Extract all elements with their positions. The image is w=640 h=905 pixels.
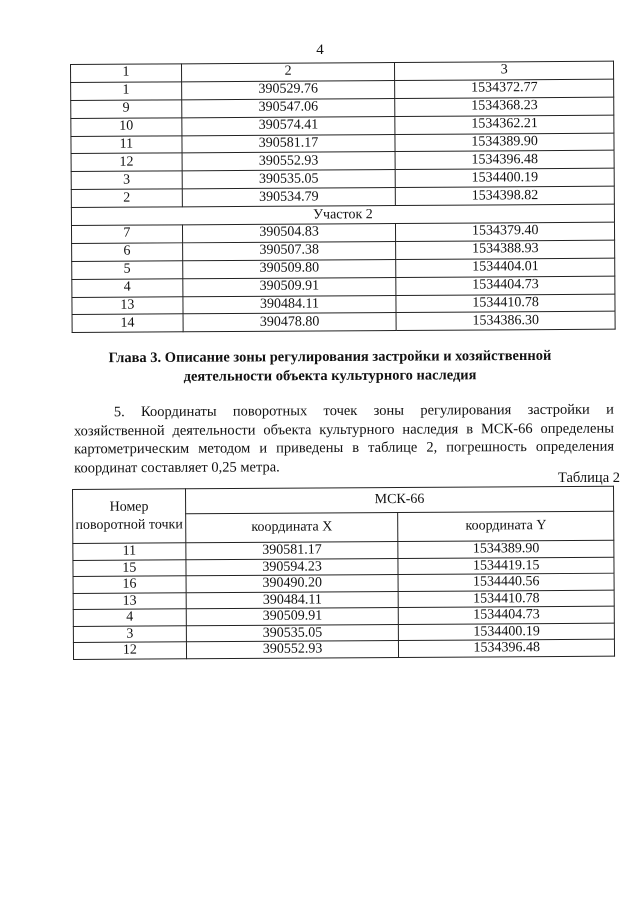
point-number-cell: 3 <box>71 171 182 190</box>
point-number-cell: 5 <box>72 261 183 280</box>
header-coordinate-x: координата X <box>186 513 399 543</box>
coordinate-y-cell: 1534362.21 <box>395 115 614 134</box>
header-point-number: Номер поворотной точки <box>73 489 186 544</box>
point-number-cell: 4 <box>72 279 183 298</box>
coordinate-y-cell: 1534410.78 <box>399 590 615 608</box>
point-number-cell: 4 <box>73 609 186 626</box>
coordinate-x-cell: 390581.17 <box>186 542 399 560</box>
coordinate-y-cell: 1534398.82 <box>396 186 615 205</box>
coordinate-x-cell: 390478.80 <box>183 313 397 332</box>
point-number-cell: 9 <box>71 100 182 119</box>
coordinate-x-cell: 390509.91 <box>186 608 399 626</box>
coordinate-x-cell: 390581.17 <box>182 134 396 153</box>
coordinate-x-cell: 390547.06 <box>181 98 395 117</box>
coordinate-x-cell: 390504.83 <box>182 224 396 243</box>
table-caption: Таблица 2 <box>557 470 620 486</box>
point-number-cell: 12 <box>73 642 186 659</box>
coordinate-y-cell: 1534396.48 <box>399 639 615 657</box>
point-number-cell: 11 <box>73 543 186 560</box>
coordinate-x-cell: 390509.80 <box>182 259 396 278</box>
coordinate-x-cell: 390484.11 <box>183 295 397 314</box>
point-number-cell: 6 <box>72 243 183 262</box>
paragraph <box>74 401 614 478</box>
coordinate-x-cell: 390509.91 <box>183 277 397 296</box>
chapter-heading <box>60 347 600 388</box>
point-number-cell: 1 <box>71 82 182 101</box>
coordinate-y-cell: 1534389.90 <box>398 540 614 558</box>
coordinate-y-cell: 1534388.93 <box>396 240 615 259</box>
coordinate-x-cell: 390534.79 <box>182 188 396 207</box>
coordinate-y-cell: 1534404.73 <box>396 276 615 295</box>
point-number-cell: 3 <box>73 625 186 642</box>
coordinate-y-cell: 1534419.15 <box>398 557 614 575</box>
coordinate-y-cell: 1534410.78 <box>396 294 615 313</box>
coordinate-x-cell: 390535.05 <box>186 624 399 642</box>
point-number-cell: 10 <box>71 117 182 136</box>
coordinates-table-2 <box>72 486 615 660</box>
coordinate-x-cell: 390529.76 <box>181 80 395 99</box>
coordinate-x-cell: 390574.41 <box>182 116 396 135</box>
section-label: Участок 2 <box>71 204 614 225</box>
point-number-cell: 15 <box>73 559 186 576</box>
chapter-heading-line-1: Глава 3. Описание зоны регулирования застройки и хозяйственной <box>108 347 552 367</box>
point-number-cell: 13 <box>73 592 186 609</box>
point-number-cell: 1 <box>71 64 182 83</box>
coordinate-y-cell: 1534386.30 <box>396 312 615 331</box>
point-number-cell: 2 <box>71 189 182 208</box>
point-number-cell: 7 <box>71 225 182 244</box>
point-number-cell: 11 <box>71 135 182 154</box>
coordinate-x-cell: 390490.20 <box>186 575 399 593</box>
coordinate-x-cell: 390507.38 <box>182 241 396 260</box>
page-number: 4 <box>316 42 324 58</box>
point-number-cell: 16 <box>73 576 186 593</box>
coordinate-x-cell: 390552.93 <box>186 641 399 659</box>
table-row <box>73 639 614 659</box>
coordinate-y-cell: 1534396.48 <box>395 151 614 170</box>
header-coordinate-y: координата Y <box>398 511 614 541</box>
coordinate-y-cell: 1534404.01 <box>396 258 615 277</box>
coordinate-y-cell: 3 <box>395 61 614 80</box>
coordinate-y-cell: 1534400.19 <box>396 169 615 188</box>
header-coordinate-system: МСК-66 <box>185 486 613 514</box>
coordinate-x-cell: 390552.93 <box>182 152 396 171</box>
coordinate-x-cell: 390594.23 <box>186 558 399 576</box>
table-row <box>72 312 615 333</box>
coordinate-x-cell: 390484.11 <box>186 591 399 609</box>
paragraph-text: 5. Координаты поворотных точек зоны регулирования застройки и хозяйственной деятельности объекта культурного наследия в МСК-66 определены картометрическим методом и приведены в таблице 2, погрешность определения координат составляет 0,25 метра. <box>73 401 615 476</box>
coordinates-table-1 <box>70 61 616 334</box>
coordinate-y-cell: 1534379.40 <box>396 222 615 241</box>
coordinate-y-cell: 1534368.23 <box>395 97 614 116</box>
coordinate-y-cell: 1534404.73 <box>399 606 615 624</box>
coordinate-x-cell: 390535.05 <box>182 170 396 189</box>
coordinate-y-cell: 1534389.90 <box>395 133 614 152</box>
coordinate-y-cell: 1534372.77 <box>395 79 614 98</box>
point-number-cell: 14 <box>72 314 183 333</box>
coordinate-y-cell: 1534440.56 <box>398 573 614 591</box>
point-number-cell: 12 <box>71 153 182 172</box>
coordinate-x-cell: 2 <box>181 63 395 82</box>
coordinate-y-cell: 1534400.19 <box>399 623 615 641</box>
point-number-cell: 13 <box>72 296 183 315</box>
chapter-heading-line-2: деятельности объекта культурного наследия <box>183 367 477 385</box>
